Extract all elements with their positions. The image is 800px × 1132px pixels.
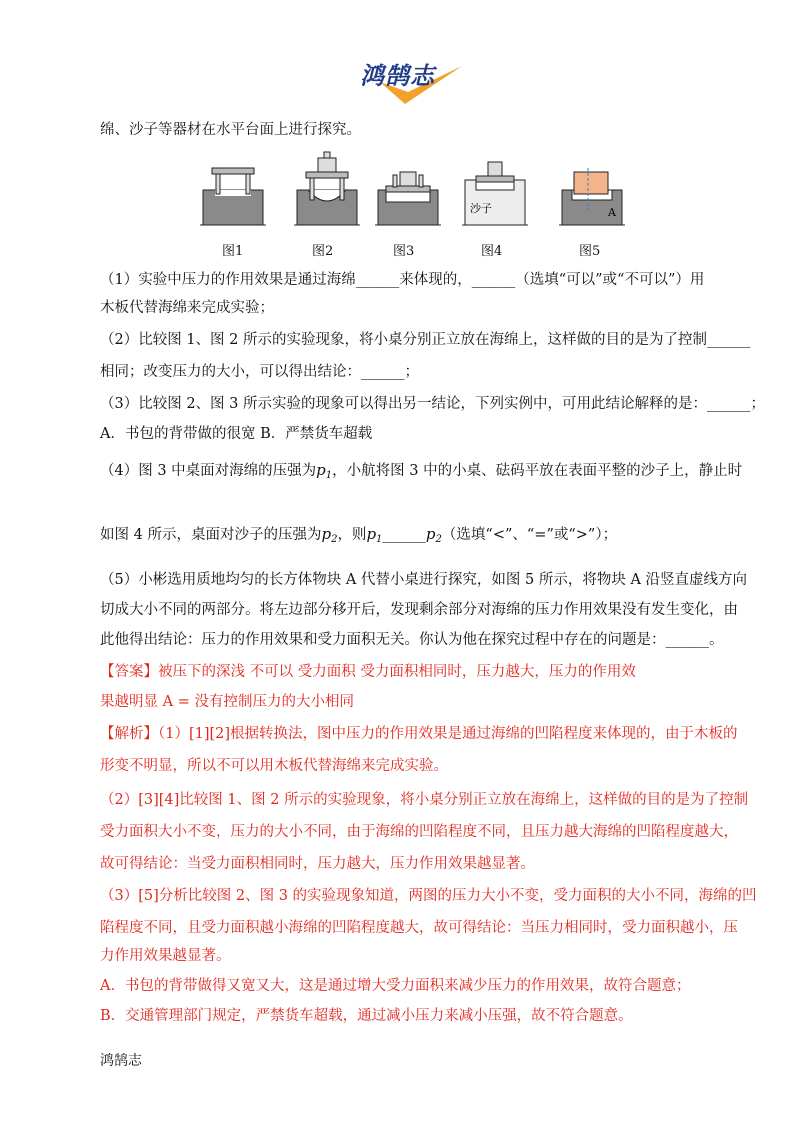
question-4-line-1	[100, 460, 743, 486]
q4-text-c: 如图 4 所示，桌面对沙子的压强为	[100, 527, 322, 543]
figure-5-label: A	[608, 206, 616, 219]
question-2-line-1: （2）比较图 1、图 2 所示的实验现象，将小桌分别正立放在海绵上，这样做的目的是为了控制______	[100, 332, 751, 348]
analysis-line-8: 力作用效果越显著。	[100, 948, 231, 964]
figure-4-label: 沙子	[470, 202, 492, 215]
brand-logo	[350, 52, 470, 110]
logo-text: 鸿鹄志	[360, 62, 435, 90]
analysis-line-1: 【解析】（1）[1][2]根据转换法，图中压力的作用效果是通过海绵的凹陷程度来体现的，由于木板的	[100, 726, 738, 742]
answer-line-1: 【答案】被压下的深浅 不可以 受力面积 受力面积相同时，压力越大，压力的作用效	[100, 664, 636, 680]
q4-text-d: ，则	[337, 527, 367, 543]
figure-3	[375, 172, 441, 225]
analysis-line-5: 故可得结论：当受力面积相同时，压力越大，压力作用效果越显著。	[100, 856, 535, 872]
figure-5	[559, 168, 625, 225]
analysis-line-4: 受力面积大小不变，压力的大小不同，由于海绵的凹陷程度不同，且压力越大海绵的凹陷程度越大，	[100, 824, 738, 840]
q4-text-a: （4）图 3 中桌面对海绵的压强为	[100, 463, 317, 479]
analysis-line-2: 形变不明显，所以不可以用木板代替海绵来完成实验。	[100, 758, 448, 774]
figure-caption-5: 图5	[579, 244, 601, 259]
question-2-line-2: 相同；改变压力的大小，可以得出结论：______；	[100, 364, 419, 380]
q4-text-e: （选填“<”、“=”或“>”）；	[441, 527, 618, 543]
question-4-line-2	[100, 524, 720, 550]
question-3-options: A．书包的背带做的很宽 B．严禁货车超载	[100, 426, 373, 442]
question-1-line-1: （1）实验中压力的作用效果是通过海绵______来体现的，______（选填“可以”或“不可以”）用	[100, 272, 705, 288]
question-5-line-1: （5）小彬选用质地均匀的长方体物块 A 代替小桌进行探究，如图 5 所示，将物块 A 沿竖直虚线方向	[100, 572, 748, 588]
footer-brand: 鸿鹄志	[100, 1053, 142, 1069]
figure-1	[200, 168, 266, 225]
p1-symbol: $p_1$	[316, 461, 333, 481]
p1-symbol-2: $p_1$	[366, 525, 383, 545]
question-3-line-1: （3）比较图 2、图 3 所示实验的现象可以得出另一结论，下列实例中，可用此结论解释的是：______；	[100, 396, 765, 412]
figure-2	[294, 152, 360, 225]
p2-symbol-2: $p_2$	[425, 525, 442, 545]
figure-caption-2: 图2	[312, 244, 334, 259]
analysis-option-b: B．交通管理部门规定，严禁货车超载，通过减小压力来减小压强，故不符合题意。	[100, 1008, 633, 1024]
intro-text: 绵、沙子等器材在水平台面上进行探究。	[100, 122, 361, 138]
question-5-line-3: 此他得出结论：压力的作用效果和受力面积无关。你认为他在探究过程中存在的问题是：______。	[100, 632, 724, 648]
analysis-line-7: 陷程度不同，且受力面积越小海绵的凹陷程度越大，故可得结论：当压力相同时，受力面积越小，压	[100, 920, 738, 936]
analysis-line-3: （2）[3][4]比较图 1、图 2 所示的实验现象，将小桌分别正立放在海绵上，这样做的目的是为了控制	[100, 792, 749, 808]
question-5-line-2: 切成大小不同的两部分。将左边部分移开后，发现剩余部分对海绵的压力作用效果没有发生变化，由	[100, 602, 738, 618]
q4-blank: ______	[382, 527, 426, 543]
analysis-line-6: （3）[5]分析比较图 2、图 3 的实验现象知道，两图的压力大小不变，受力面积的大小不同，海绵的凹	[100, 888, 757, 904]
answer-line-2: 果越明显 A = 没有控制压力的大小相同	[100, 694, 354, 710]
question-1-line-2: 木板代替海绵来完成实验；	[100, 300, 274, 316]
figure-4	[462, 162, 528, 225]
q4-text-b: ，小航将图 3 中的小桌、砝码平放在表面平整的沙子上，静止时	[332, 463, 743, 479]
figure-caption-1: 图1	[222, 244, 244, 259]
analysis-option-a: A．书包的背带做得又宽又大，这是通过增大受力面积来减少压力的作用效果，故符合题意；	[100, 978, 691, 994]
figure-caption-4: 图4	[481, 244, 503, 259]
figure-caption-3: 图3	[393, 244, 415, 259]
p2-symbol: $p_2$	[321, 525, 338, 545]
